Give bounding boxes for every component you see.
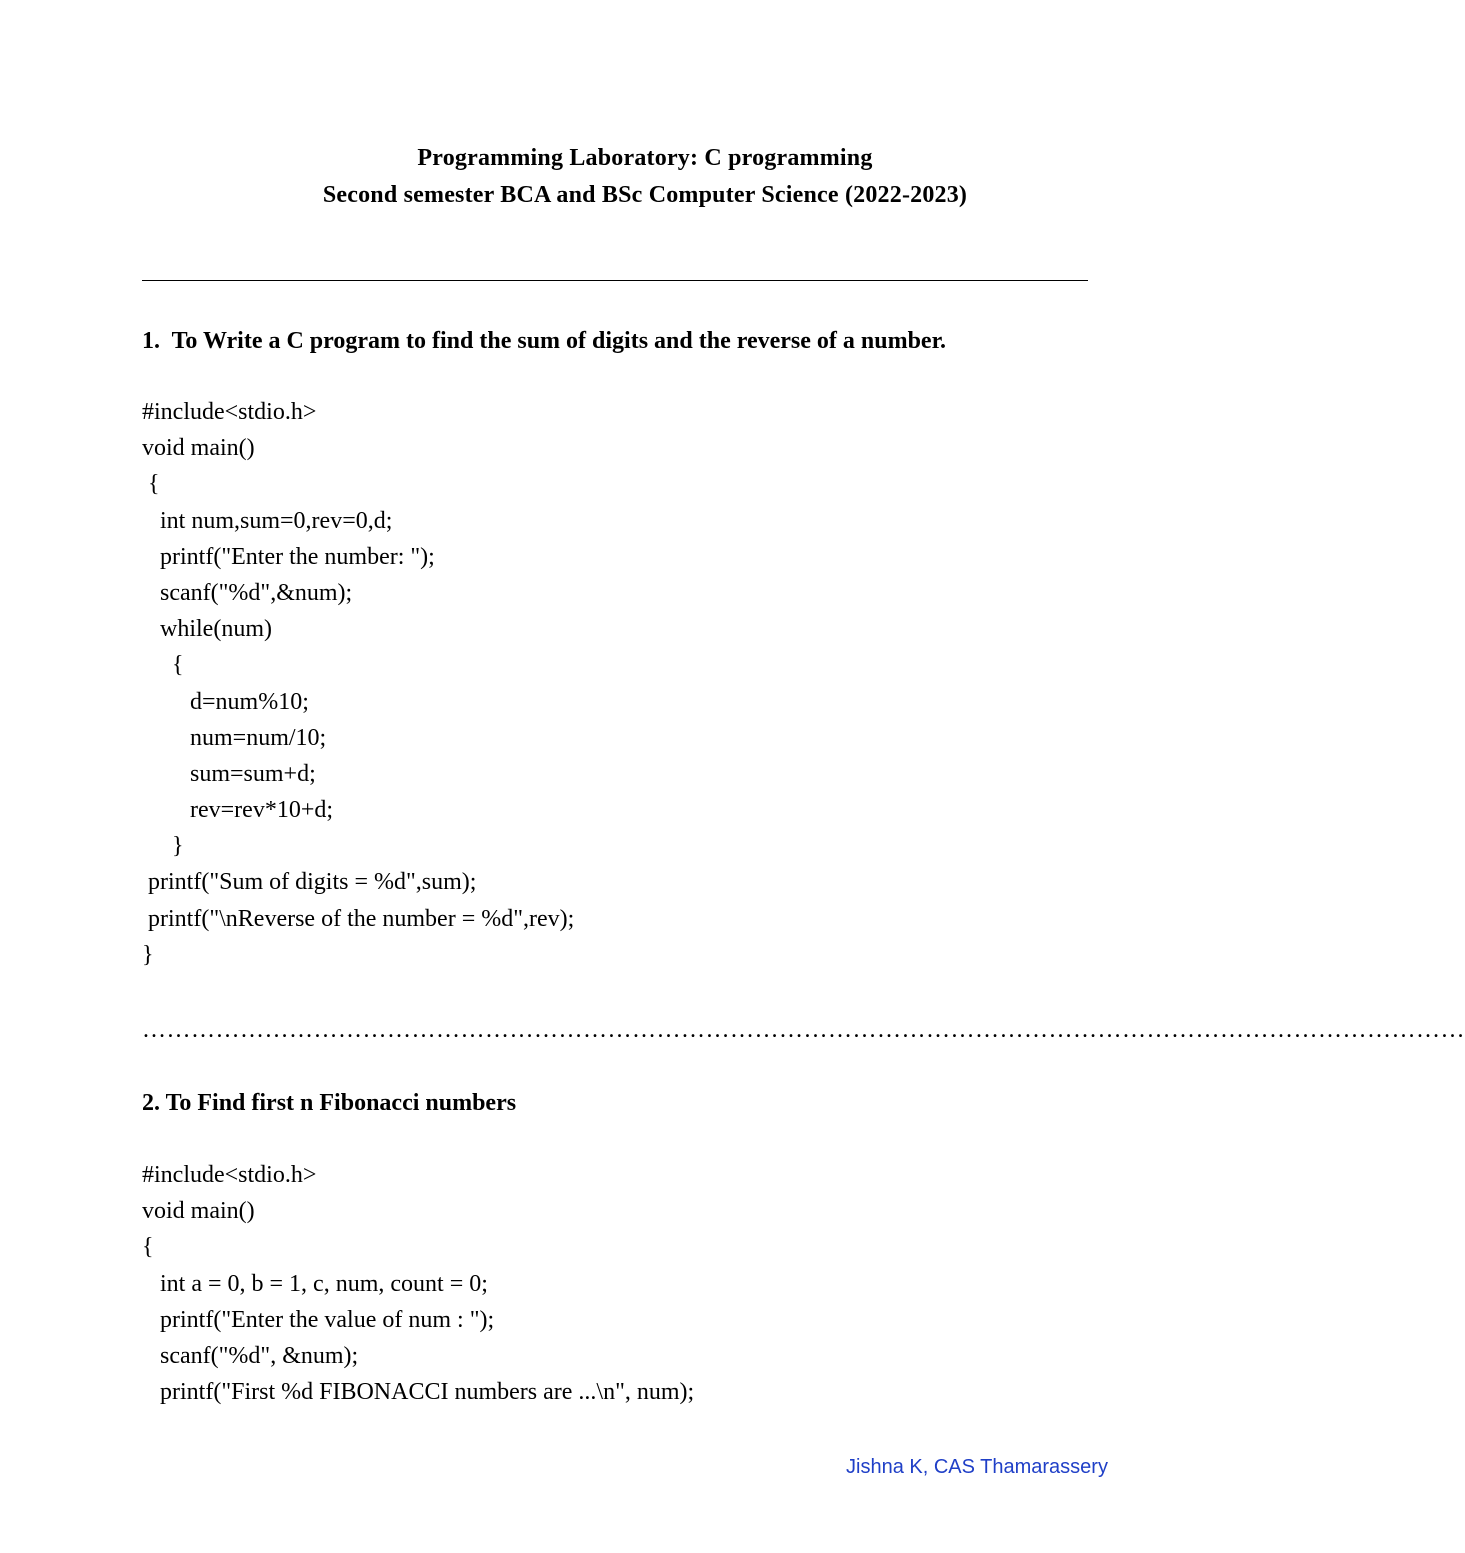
code-line: { (142, 471, 160, 498)
document-title: Programming Laboratory: C programming (417, 145, 873, 171)
code-line: } (142, 941, 154, 968)
code-line: while(num) (142, 616, 272, 643)
code-line: { (142, 1234, 154, 1261)
page-footer-author: Jishna K, CAS Thamarassery (846, 1456, 1108, 1478)
code-line: num=num/10; (142, 724, 327, 751)
code-line: sum=sum+d; (142, 760, 316, 787)
dotted-separator: ……………………………………………………………………………………………………………………………………………… (142, 1017, 1465, 1043)
code-line: printf("Sum of digits = %d",sum); (142, 869, 477, 896)
code-line: scanf("%d",&num); (142, 579, 353, 606)
section-1-code-block (142, 394, 574, 973)
code-line: { (142, 652, 184, 679)
code-line: printf("Enter the number: "); (142, 543, 435, 570)
horizontal-rule (142, 280, 1088, 281)
code-line: scanf("%d", &num); (142, 1342, 359, 1369)
code-line: } (142, 833, 184, 860)
section-1-heading: 1. To Write a C program to find the sum of digits and the reverse of a number. (142, 328, 947, 354)
code-line: d=num%10; (142, 688, 309, 715)
document-subtitle: Second semester BCA and BSc Computer Science (2022-2023) (322, 182, 968, 208)
code-line: printf("\nReverse of the number = %d",rev); (142, 905, 575, 932)
code-line: rev=rev*10+d; (142, 797, 334, 824)
section-2-heading: 2. To Find first n Fibonacci numbers (142, 1090, 517, 1116)
section-2-code-block (142, 1157, 694, 1410)
code-line: #include<stdio.h> (142, 399, 317, 425)
code-line: void main() (142, 435, 255, 462)
code-line: #include<stdio.h> (142, 1162, 317, 1188)
code-line: int num,sum=0,rev=0,d; (142, 507, 393, 534)
code-line: int a = 0, b = 1, c, num, count = 0; (142, 1270, 488, 1297)
code-line: printf("Enter the value of num : "); (142, 1306, 495, 1333)
code-line: void main() (142, 1198, 255, 1225)
code-line: printf("First %d FIBONACCI numbers are ...\n", num); (142, 1379, 695, 1406)
